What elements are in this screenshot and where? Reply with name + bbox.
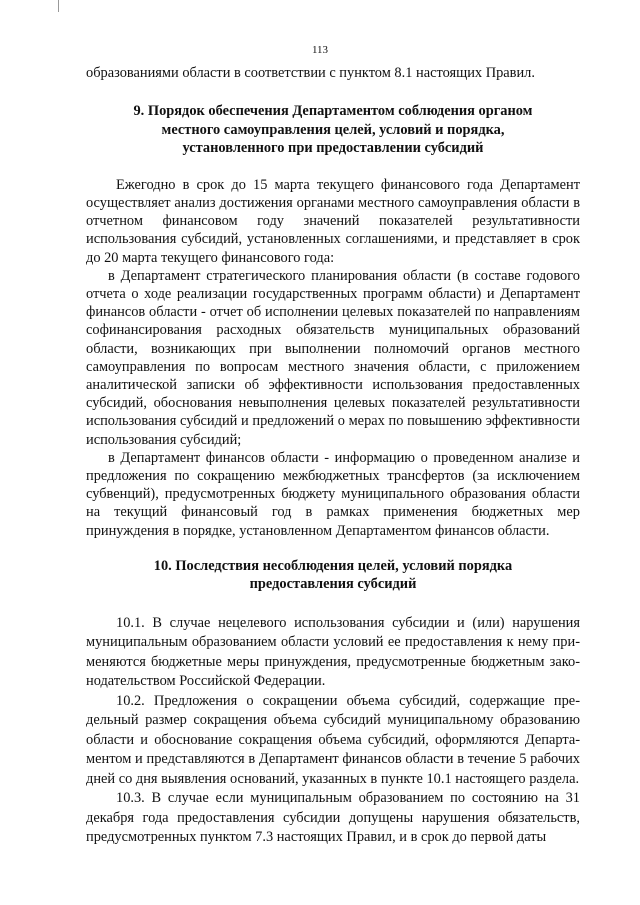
- section-9-heading: [86, 102, 580, 158]
- section-10-heading-line: 10. Последствия несоблюдения целей, условий порядка: [153, 557, 513, 574]
- section-10-heading: [86, 557, 580, 594]
- section-10-heading-line: предоставления субсидий: [249, 576, 417, 593]
- page-number: 113: [311, 44, 329, 56]
- section-9-heading-line: 9. Порядок обеспечения Департаментом соблюдения органом: [133, 103, 533, 120]
- section-9-heading-line: установленного при предоставлении субсидий: [182, 140, 484, 157]
- section-9-heading-line: местного самоуправления целей, условий и порядка,: [161, 121, 505, 138]
- section-10-paragraph: 10.1. В случае нецелевого использования субсидии и (или) нарушения муниципальным образованием области условий ее предоставления к нему применяются бюджетные меры принуждения, предусмотренные бюджетным законодательством Российской Федерации.: [86, 614, 580, 690]
- section-9-paragraph: в Департамент стратегического планирования области (в составе годового отчета о ходе реализации государственных программ области) и Департамент финансов области - отчет об исполнении целевых показателей по направлениям софинансирования расходных обязательств муниципальных образований области, возникающих при выполнении полномочий органов местного самоуправления по вопросам местного значения области, с приложением аналитической записки об эффективности использования предоставленных субсидий, обоснования невыполнения целевых показателей результативности использования субсидий и предложений о мерах по повышению эффективности использования субсидий;: [86, 267, 580, 448]
- section-9-paragraph: в Департамент финансов области - информацию о проведенном анализе и предложения по сокращению межбюджетных трансфертов (за исключением субвенций), предусмотренных бюджету муниципального образования области на текущий финансовый год в рамках применения бюджетных мер принуждения в порядке, установленном Департаментом финансов области.: [86, 449, 580, 539]
- section-10-body: [86, 614, 580, 848]
- section-10-paragraph: 10.2. Предложения о сокращении объема субсидий, содержащие предельный размер сокращения объема субсидий муниципальному образованию области и обоснование сокращения объема субсидий, оформляются Департаментом и представляются в Департамент финансов области в течение 5 рабочих дней со дня выявления оснований, указанных в пункте 10.1 настоящего раздела.: [86, 692, 580, 787]
- scan-edge-mark: [58, 0, 59, 12]
- section-9-paragraph: Ежегодно в срок до 15 марта текущего финансового года Департамент осуществляет анализ достижения органами местного самоуправления области в отчетном финансовом году значений показателей результативности использования субсидий, установленных соглашениями, и представляет в срок до 20 марта текущего финансового года:: [86, 176, 580, 266]
- document-body: [86, 64, 580, 848]
- section-10-paragraph: 10.3. В случае если муниципальным образованием по состоянию на 31 декабря года предоставления субсидии допущены нарушения обязательств, предусмотренных пунктом 7.3 настоящих Правил, и в срок до первой даты: [86, 790, 580, 846]
- lead-paragraph: образованиями области в соответствии с пунктом 8.1 настоящих Правил.: [86, 65, 535, 81]
